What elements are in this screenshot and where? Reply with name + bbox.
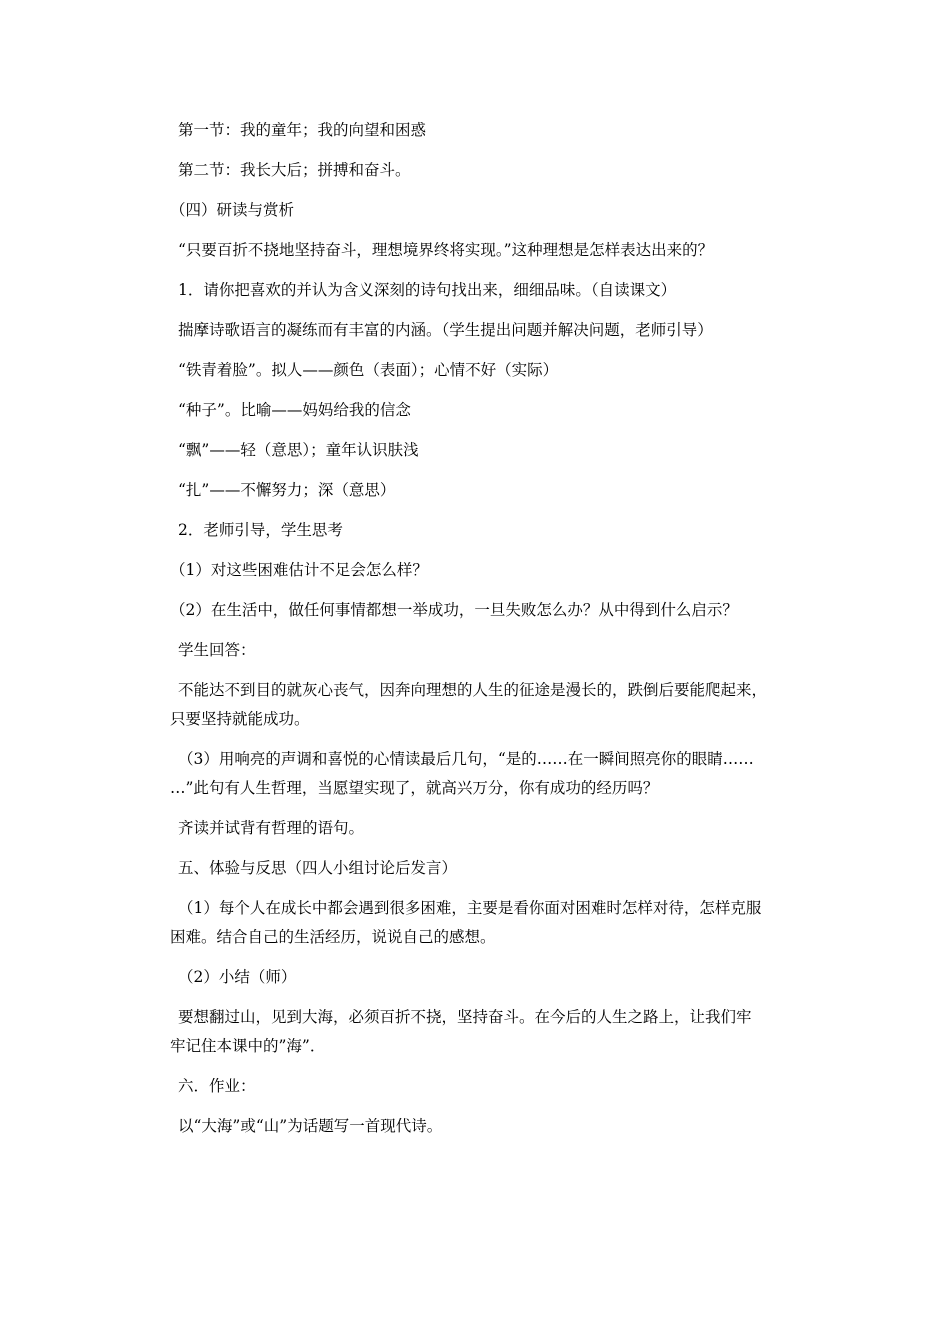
heading-experience-reflection: 五、体验与反思（四人小组讨论后发言） (178, 859, 458, 877)
reflection-line-1: （1）每个人在成长中都会遇到很多困难，主要是看你面对困难时怎样对待，怎样克服 (178, 899, 762, 917)
reflection-item-summary: （2）小结（师） (178, 968, 297, 986)
question-three (170, 745, 798, 803)
heading-homework: 六．作业： (178, 1077, 256, 1095)
paragraph-read-together: 齐读并试背有哲理的语句。 (178, 819, 365, 837)
paragraph-section-two: 第二节：我长大后；拼搏和奋斗。 (178, 161, 411, 179)
paragraph-student-answer (170, 676, 798, 734)
paragraph-section-one: 第一节：我的童年；我的向望和困惑 (178, 121, 427, 139)
paragraph-task-one: 1．请你把喜欢的并认为含义深刻的诗句找出来，细细品味。（自读课文） (178, 281, 677, 299)
paragraph-homework: 以“大海”或“山”为话题写一首现代诗。 (178, 1117, 443, 1135)
question-three-line-1: （3）用响亮的声调和喜悦的心情读最后几句，“是的……在一瞬间照亮你的眼睛…… (178, 750, 754, 768)
answer-line-2: 只要坚持就能成功。 (170, 710, 310, 728)
paragraph-seed: “种子”。比喻——妈妈给我的信念 (178, 401, 411, 419)
heading-study-appreciation: （四）研读与赏析 (170, 201, 295, 219)
paragraph-task-two: 2．老师引导，学生思考 (178, 521, 343, 539)
paragraph-ideal-question: “只要百折不挠地坚持奋斗，理想境界终将实现。”这种理想是怎样表达出来的？ (178, 241, 714, 259)
paragraph-student-answer-label: 学生回答： (178, 641, 256, 659)
reflection-item-one (170, 894, 798, 952)
question-one: （1）对这些困难估计不足会怎么样？ (170, 561, 428, 579)
answer-line-1: 不能达不到目的就灰心丧气，因奔向理想的人生的征途是漫长的，跌倒后要能爬起来， (178, 681, 768, 699)
question-three-line-2: …”此句有人生哲理，当愿望实现了，就高兴万分，你有成功的经历吗？ (170, 779, 659, 797)
summary-line-2: 牢记住本课中的”海”． (170, 1037, 326, 1055)
question-two: （2）在生活中，做任何事情都想一举成功，一旦失败怎么办？从中得到什么启示？ (170, 601, 738, 619)
paragraph-root: “扎”——不懈努力；深（意思） (178, 481, 396, 499)
paragraph-float: “飘”——轻（意思）；童年认识肤浅 (178, 441, 419, 459)
summary-line-1: 要想翻过山，见到大海，必须百折不挠，坚持奋斗。在今后的人生之路上，让我们牢 (178, 1008, 752, 1026)
reflection-line-2: 困难。结合自己的生活经历，说说自己的感想。 (170, 928, 496, 946)
document-body (170, 116, 798, 1141)
paragraph-summary (170, 1003, 798, 1061)
paragraph-iron-face: “铁青着脸”。拟人——颜色（表面）；心情不好（实际） (178, 361, 559, 379)
paragraph-language-study: 揣摩诗歌语言的凝练而有丰富的内涵。（学生提出问题并解决问题，老师引导） (178, 321, 713, 339)
